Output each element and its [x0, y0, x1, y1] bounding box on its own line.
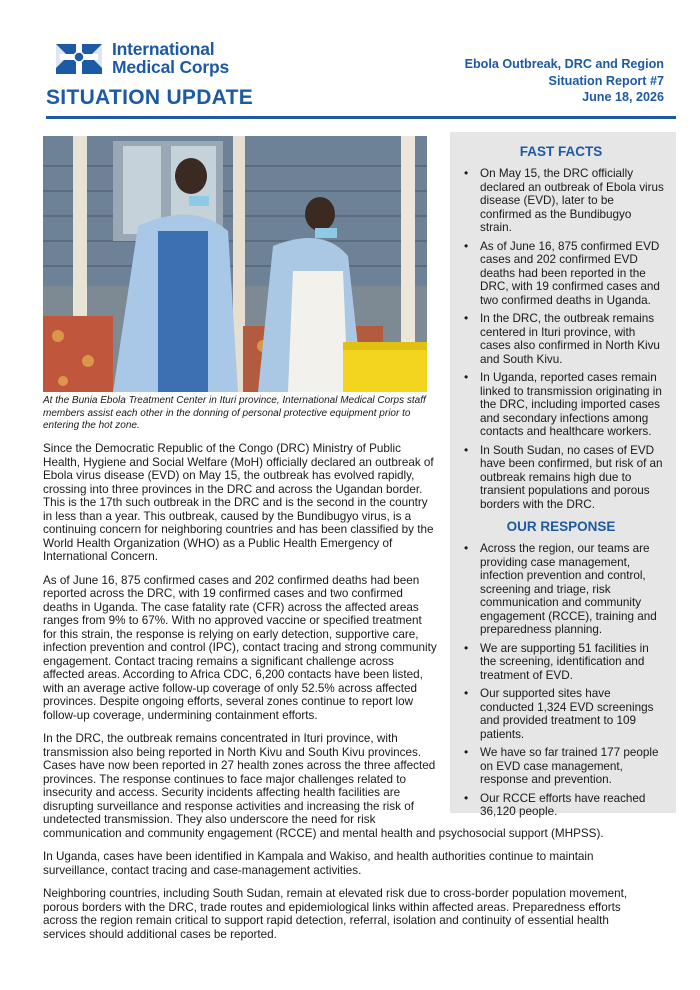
report-title: Ebola Outbreak, DRC and Region	[464, 57, 664, 71]
fast-fact-item: • On May 15, the DRC officially declared an outbreak of Ebola virus disease (EVD), later to be confirmed as the Bundibugyo strain.	[458, 167, 664, 235]
body-paragraph: In the DRC, the outbreak remains concentrated in Ituri province, with transmission also being reported in North Kivu and South Kivu provinces. Cases have now been reported in 27 health zones across the three affected provinces. The response continues to face major challenges related to insecurity and access. Security incidents affecting health facilities are disrupting surveillance and response activities and increasing the risk of undetected transmission. They also underscore the need for risk communication and community engagement (RCCE) and mental health and psychosocial support (MHPSS).	[43, 732, 604, 840]
feature-photo	[43, 136, 427, 392]
body-paragraph: Since the Democratic Republic of the Congo (DRC) Ministry of Public Health, Hygiene and Social Welfare (MoH) officially declared an outbreak of Ebola virus disease (EVD) on May 15, the outbreak has evolved rapidly, crossing into three provinces in the DRC and across the Ugandan border. This is the 17th such outbreak in the DRC and is the second in the country in less than a year. This outbreak, caused by the Bundibugyo virus, is a continuing concern for neighboring countries and has been classified by the World Health Organization (WHO) as a Public Health Emergency of International Concern.	[43, 442, 434, 563]
fast-fact-item: • In South Sudan, no cases of EVD have been confirmed, but risk of an outbreak remains high due to transient populations and porous borders with the DRC.	[458, 444, 664, 512]
org-emblem-icon	[50, 38, 108, 78]
photo-caption: At the Bunia Ebola Treatment Center in Ituri province, International Medical Corps staff members assist each other in the donning of personal protective equipment prior to entering the hot zone.	[43, 395, 426, 431]
org-name	[112, 40, 229, 76]
org-name-line1: International	[112, 39, 215, 59]
org-name-line2: Medical Corps	[112, 57, 230, 77]
report-number: Situation Report #7	[548, 73, 664, 88]
body-paragraph: As of June 16, 875 confirmed cases and 202 confirmed deaths had been reported across the DRC, with 19 confirmed cases and two confirmed deaths in Uganda. The case fatality rate (CFR) across the affected areas ranges from 9% to 67%. With no approved vaccine or specified treatment for this strain, the response is relying on early detection, supportive care, infection prevention and control (IPC), contact tracing and strong community engagement. Contact tracing remains a significant challenge across affected areas. According to Africa CDC, 6,200 contacts have been listed, with an average active follow-up coverage of only 52.5% across affected provinces. Despite ongoing efforts, several zones continue to report low follow-up coverage, undermining containment efforts.	[43, 573, 437, 722]
response-item: • Our RCCE efforts have reached 36,120 people.	[458, 792, 664, 819]
response-item: • Across the region, our teams are providing case management, infection prevention and control, screening and triage, risk communication and community engagement (RCCE), training and preparedness planning.	[458, 542, 664, 637]
report-meta	[465, 56, 664, 106]
fast-fact-item: • In Uganda, reported cases remain linked to transmission originating in the DRC, including imported cases and secondary infections among contacts and healthcare workers.	[458, 371, 664, 439]
fast-fact-item: • As of June 16, 875 confirmed EVD cases and 202 confirmed EVD deaths had been reported in the DRC, with 19 confirmed cases and two confirmed deaths in Uganda.	[458, 240, 664, 308]
page-label: SITUATION UPDATE	[46, 86, 254, 109]
response-item: • We have so far trained 177 people on EVD case management, response and prevention.	[458, 746, 664, 787]
response-item: • Our supported sites have conducted 1,324 EVD screenings and provided treatment to 109 patients.	[458, 687, 664, 741]
org-logo	[50, 38, 229, 78]
report-date: June 18, 2026	[582, 90, 664, 104]
our-response-heading: OUR RESPONSE	[506, 519, 616, 534]
body-text	[43, 442, 638, 951]
ppe-donning-photo	[43, 136, 427, 392]
body-paragraph: In Uganda, cases have been identified in Kampala and Wakiso, and health authorities continue to maintain surveillance, contact tracing and case-management activities.	[43, 850, 594, 877]
fast-facts-heading: FAST FACTS	[519, 144, 603, 159]
body-paragraph: Neighboring countries, including South Sudan, remain at elevated risk due to cross-border population movement, porous borders with the DRC, trade routes and epidemiological links within affected areas. Preparedness efforts across the region remain critical to support rapid detection, referral, isolation and continuity of essential health services should additional cases be reported.	[43, 887, 628, 941]
header-divider	[46, 116, 676, 119]
sidebar-wrap-spacer	[438, 442, 638, 824]
fast-fact-item: • In the DRC, the outbreak remains centered in Ituri province, with cases also confirmed in North Kivu and South Kivu.	[458, 312, 664, 366]
response-item: • We are supporting 51 facilities in the screening, identification and treatment of EVD.	[458, 642, 664, 683]
